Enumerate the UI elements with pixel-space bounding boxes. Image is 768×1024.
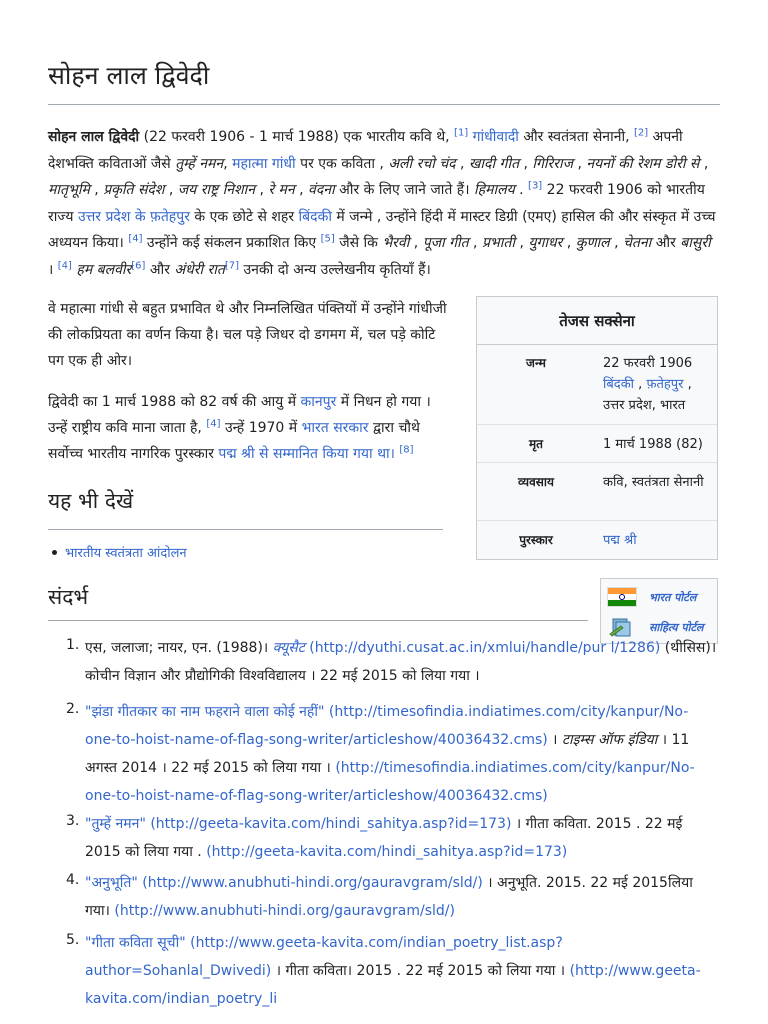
see-also-list <box>48 543 187 561</box>
work-title: नयनों की रेशम डोरी से <box>586 155 700 172</box>
reference-number: 2. <box>66 701 80 717</box>
bullet-dot <box>52 550 57 555</box>
work-title: अली रचो चंद <box>388 155 456 172</box>
reference-text: । गीता कविता. 2015 . 22 मई 2015 को लिया गया . <box>85 816 683 860</box>
work-title: कुणाल <box>575 235 610 251</box>
work-title: भैरवी <box>382 235 410 251</box>
reference-url-link[interactable]: (http://timesofindia.indiatimes.com/city/kanpur/No-one-to-hoist-name-of-flag-song-writer/articleshow/40036432.cms) <box>85 760 695 804</box>
lead-text: । <box>48 261 58 278</box>
ref-link[interactable]: [6] <box>131 259 146 271</box>
lead-text: , <box>409 235 423 251</box>
reference-title-link[interactable]: "झंडा गीतकार का नाम फहराने वाला कोई नहीं" <box>85 704 325 720</box>
infobox-title: तेजस सक्सेना <box>477 297 717 345</box>
references-heading: संदर्भ <box>48 585 89 609</box>
link-freedom-movement[interactable]: भारतीय स्वतंत्रता आंदोलन <box>65 546 187 561</box>
work-title: वंदना <box>308 182 335 198</box>
lead-text: , <box>515 235 529 251</box>
paragraph-text: वे महात्मा गांधी से बहुत प्रभावित थे और निम्नलिखित पंक्तियों में उन्होंने गांधीजी की लोकप्रियता का वर्णन किया है। चल पड़े जिधर दो डगमग में, चल पड़े कोटि पग एक ही ओर। <box>48 301 447 369</box>
infobox-value <box>595 353 711 424</box>
subject-name: सोहन लाल द्विवेदी <box>48 129 140 145</box>
reference-url-link[interactable]: (http://www.geeta-kavita.com/indian_poetry_li <box>85 963 701 1007</box>
ref-link[interactable]: [2] <box>634 127 649 139</box>
lead-text: , <box>562 235 576 251</box>
paragraph-text: उन्हें 1970 में <box>220 420 302 436</box>
work-title: युगाधर <box>528 235 563 251</box>
ref-link[interactable]: [3] <box>528 180 543 192</box>
link-bharat-sarkar[interactable]: भारत सरकार <box>301 420 369 436</box>
lead-text: , <box>468 235 482 251</box>
portal-india-label[interactable]: भारत पोर्टल <box>649 590 697 604</box>
death-paragraph <box>48 389 448 467</box>
lead-text: , <box>223 155 233 172</box>
reference-number: 3. <box>66 813 80 829</box>
link-bindki[interactable]: बिंदकी <box>298 208 332 225</box>
paragraph-text: द्विवेदी का 1 मार्च 1988 को 82 वर्ष की आयु में <box>48 394 301 410</box>
lead-text: , <box>164 182 178 198</box>
lead-text: , <box>455 155 469 172</box>
lead-text: (22 फरवरी 1906 - 1 मार्च 1988) एक भारतीय कवि थे, <box>139 129 455 145</box>
lead-text: उन्होंने कई संकलन प्रकाशित किए <box>142 235 321 251</box>
work-title: खादी गीत <box>468 155 520 172</box>
reference-url-link[interactable]: (http://timesofindia.indiatimes.com/city/kanpur/No-one-to-hoist-name-of-flag-song-writer/articleshow/40036432.cms) <box>85 704 689 748</box>
link-mahatma-gandhi[interactable]: महात्मा गांधी <box>232 155 296 172</box>
reference-text: । गीता कविता। 2015 . 22 मई 2015 को लिया गया । <box>271 963 570 979</box>
india-flag-icon <box>607 587 637 607</box>
link-uttar-pradesh[interactable]: उत्तर प्रदेश के फ़तेहपुर <box>77 208 190 225</box>
work-title: रे मन <box>268 182 295 198</box>
reference-url-link[interactable]: (http://geeta-kavita.com/hindi_sahitya.asp?id=173) <box>206 844 568 860</box>
lead-paragraph <box>48 124 720 283</box>
reference-url-link[interactable]: (http://dyuthi.cusat.ac.in/xmlui/handle/pur l/1286) <box>304 640 661 656</box>
reference-title-link[interactable]: क्यूसैट <box>272 640 305 656</box>
lead-text: और स्वतंत्रता सेनानी, <box>518 129 634 145</box>
infobox-value: कवि, स्वतंत्रता सेनानी <box>603 475 704 490</box>
link-padma-shri[interactable]: पद्म श्री से सम्मानित किया गया था। <box>218 446 395 462</box>
reference-source: टाइम्स ऑफ इंडिया <box>561 732 658 748</box>
lead-text: के एक छोटे से शहर <box>189 208 299 225</box>
lead-text: और <box>145 261 175 278</box>
infobox-row-award <box>477 520 717 560</box>
lead-text: और के लिए जाने जाते हैं। <box>334 182 475 198</box>
infobox-value <box>595 530 711 560</box>
ref-link[interactable]: [4] <box>57 259 72 271</box>
link-kanpur[interactable]: कानपुर <box>300 394 337 410</box>
infobox-row-occupation <box>477 462 717 520</box>
separator: , <box>634 377 647 392</box>
infobox-row-died <box>477 424 717 462</box>
reference-text: । अनुभूति. 2015. 22 मई 2015लिया गया। <box>85 875 693 919</box>
born-date: 22 फरवरी 1906 <box>603 356 693 371</box>
work-title: गिरिराज <box>532 155 574 172</box>
lead-text: पर एक कविता , <box>295 155 389 172</box>
work-title: जय राष्ट्र निशान <box>177 182 255 198</box>
ref-link[interactable]: [8] <box>399 444 414 456</box>
lead-text: उनकी दो अन्य उल्लेखनीय कृतियाँ हैं। <box>239 261 431 278</box>
link-padma-shri[interactable]: पद्म श्री <box>603 533 637 548</box>
lead-text: , <box>573 155 587 172</box>
section-divider <box>48 529 443 530</box>
gandhi-paragraph <box>48 296 448 374</box>
title-divider <box>48 104 720 105</box>
paragraph-text: द्वारा चौथे सर्वोच्च भारतीय नागरिक पुरस्कार <box>48 420 420 462</box>
work-title: चेतना <box>623 235 652 251</box>
infobox-label: पुरस्कार <box>519 533 553 547</box>
reference-url-link[interactable]: (http://www.anubhuti-hindi.org/gauravgram/sld/) <box>137 875 483 891</box>
portal-sahitya-label[interactable]: साहित्य पोर्टल <box>649 620 704 634</box>
work-title: अंधेरी रात <box>174 261 225 278</box>
infobox-label: मृत <box>528 437 544 451</box>
link-gandhivadi[interactable]: गांधीवादी <box>472 129 519 145</box>
infobox <box>476 296 718 560</box>
ref-link[interactable]: [5] <box>320 233 335 245</box>
reference-number: 5. <box>66 932 80 948</box>
work-title: मातृभूमि <box>48 182 90 198</box>
ref-link[interactable]: [1] <box>454 127 469 139</box>
link-bindki[interactable]: बिंदकी <box>603 377 635 392</box>
lead-text: 22 फरवरी 1906 को भारतीय राज्य <box>48 182 705 225</box>
work-title: तुम्हें नमन <box>175 155 224 172</box>
page-title: सोहन लाल द्विवेदी <box>48 61 210 90</box>
infobox-value: 1 मार्च 1988 (82) <box>603 437 703 452</box>
lead-text: , <box>699 155 709 172</box>
infobox-label: व्यवसाय <box>518 475 554 489</box>
work-title: हम बलवीर <box>76 261 132 278</box>
ref-link[interactable]: [7] <box>224 259 240 271</box>
link-fatehpur[interactable]: फ़तेहपुर <box>646 377 684 392</box>
work-title: बासुरी <box>680 235 711 251</box>
reference-text: (थीसिस)। कोचीन विज्ञान और प्रौद्योगिकी विश्वविद्यालय । 22 मई 2015 को लिया गया । <box>85 640 717 684</box>
reference-url-link[interactable]: (http://www.anubhuti-hindi.org/gauravgram/sld/) <box>114 903 455 919</box>
reference-title-link[interactable]: "तुम्हें नमन" <box>85 816 146 832</box>
lead-text: , <box>294 182 309 198</box>
lead-text: , <box>519 155 533 172</box>
lead-text: जैसे कि <box>334 235 383 251</box>
lead-text: , <box>255 182 269 198</box>
reference-url-link[interactable]: (http://www.geeta-kavita.com/indian_poetry_list.asp?author=Sohanlal_Dwivedi) <box>85 935 563 979</box>
work-title: प्रकृति संदेश <box>103 182 165 198</box>
reference-text: एस, जलाजा; नायर, एन. (1988)। <box>85 640 273 656</box>
work-title: प्रभाती <box>481 235 515 251</box>
work-title: पूजा गीत <box>422 235 469 251</box>
reference-title-link[interactable]: "अनुभूति" <box>85 875 138 891</box>
portal-india[interactable] <box>607 587 696 607</box>
born-place: , उत्तर प्रदेश, भारत <box>603 377 692 413</box>
reference-number: 4. <box>66 872 80 888</box>
infobox-row-born <box>477 344 717 424</box>
lead-text: और <box>651 235 681 251</box>
reference-number: 1. <box>66 637 80 653</box>
paragraph-text: में निधन हो गया । उन्हें राष्ट्रीय कवि माना जाता है, <box>48 394 431 436</box>
lead-text: में जन्मे , उन्होंने हिंदी में मास्टर डिग्री (एमए) हासिल की और संस्कृत में उच्च अध्ययन किया। <box>48 208 716 251</box>
work-title: हिमालय <box>474 182 515 198</box>
reference-text: । <box>547 732 562 748</box>
lead-text: , <box>609 235 624 251</box>
reference-title-link[interactable]: "गीता कविता सूची" <box>85 935 186 951</box>
lead-text: अपनी देशभक्ति कविताओं जैसे <box>48 129 683 172</box>
infobox-label: जन्म <box>526 356 546 370</box>
reference-url-link[interactable]: (http://geeta-kavita.com/hindi_sahitya.asp?id=173) <box>145 816 512 832</box>
ref-link[interactable]: [4] <box>128 233 143 245</box>
lead-text: , <box>89 182 104 198</box>
reference-text: । 11 अगस्त 2014 । 22 मई 2015 को लिया गया । <box>85 732 690 776</box>
lead-text: . <box>514 182 529 198</box>
see-also-heading: यह भी देखें <box>48 489 134 513</box>
ref-link[interactable]: [4] <box>206 418 221 430</box>
section-divider <box>48 620 588 621</box>
